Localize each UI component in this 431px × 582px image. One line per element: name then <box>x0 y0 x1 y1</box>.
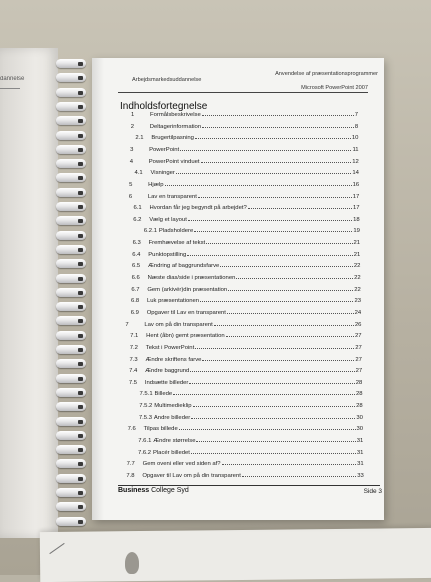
toc-entry-text: Multimedieklip <box>154 403 192 410</box>
toc-entry-page: 33 <box>357 473 364 479</box>
toc-entry-number: 7.7 <box>126 461 135 468</box>
toc-entry-number: 7.1 <box>130 333 139 340</box>
toc-entry-text: Vælg et layout <box>149 216 187 223</box>
toc-leader-dots <box>206 243 352 244</box>
spiral-binding <box>52 55 92 530</box>
toc-leader-dots <box>200 301 353 302</box>
toc-entry-text: Gem oveni eller ved siden af? <box>142 461 221 468</box>
binding-hole <box>78 420 83 424</box>
footer-org <box>118 487 189 494</box>
toc-entry <box>130 131 358 141</box>
toc-entry-page: 30 <box>356 414 363 421</box>
toc-leader-dots <box>226 336 354 337</box>
toc-leader-dots <box>191 418 355 419</box>
toc-entry-page: 7 <box>354 112 358 118</box>
toc-leader-dots <box>202 127 354 128</box>
binding-hole <box>78 277 83 281</box>
toc-entry-text: Tilpas billede <box>143 426 178 433</box>
header-right-line1: Anvendelse af præsentationsprogrammer <box>275 71 378 77</box>
toc-leader-dots <box>187 255 352 256</box>
binding-hole <box>78 62 83 66</box>
footer-org-bold: Business <box>118 487 150 494</box>
toc-entry-page: 17 <box>352 193 360 200</box>
toc-entry <box>129 178 359 188</box>
toc-entry-page: 28 <box>355 391 363 398</box>
bottom-dark-mark <box>125 552 139 574</box>
toc-entry-text: Hent (åbn) gemt præsentation <box>146 333 225 340</box>
toc-leader-dots <box>214 325 354 326</box>
toc-entry-text: Opgaver til Lav en transparent <box>146 309 226 316</box>
toc-entry-text: Luk præsentationen <box>147 298 200 305</box>
toc-entry <box>125 341 362 351</box>
binding-hole <box>78 134 83 138</box>
toc-entry-text: PowerPoint <box>149 146 180 153</box>
toc-entry-text: Visninger <box>150 170 175 177</box>
toc-entry-page: 19 <box>353 228 360 235</box>
toc-leader-dots <box>198 197 352 198</box>
toc-leader-dots <box>165 185 352 186</box>
toc-entry-number: 1 <box>131 112 135 118</box>
toc-entry <box>128 236 361 246</box>
toc-entry-page: 14 <box>352 170 359 177</box>
toc-entry-text: Formålsbeskrivelse <box>150 112 201 118</box>
toc-entry <box>122 434 363 444</box>
toc-entry <box>124 353 362 363</box>
toc-leader-dots <box>202 360 354 361</box>
toc-entry-text: Andre billeder <box>153 414 191 421</box>
header-left-text: Arbejdsmarkedsuddannelse <box>132 77 202 83</box>
binding-hole <box>78 262 83 266</box>
toc-entry-page: 22 <box>354 275 361 282</box>
toc-entry-page: 31 <box>356 449 364 456</box>
binding-hole <box>78 191 83 195</box>
binding-hole <box>78 377 83 381</box>
toc-entry-page: 23 <box>354 298 361 305</box>
toc-leader-dots <box>227 313 354 314</box>
binding-hole <box>78 520 83 524</box>
binding-hole <box>78 291 83 295</box>
toc-entry <box>131 108 358 118</box>
toc-leader-dots <box>189 383 354 384</box>
toc-entry <box>131 120 359 130</box>
toc-entry <box>124 376 363 386</box>
toc-entry-page: 21 <box>353 251 361 258</box>
toc-entry-page: 16 <box>352 181 360 188</box>
toc-entry-text: Ændre skriftens farve <box>145 356 202 363</box>
toc-entry-number: 6.5 <box>131 263 141 270</box>
toc-entry <box>124 387 363 397</box>
toc-entry-page: 24 <box>354 309 362 316</box>
binding-hole <box>78 334 83 338</box>
toc-leader-dots <box>242 476 356 477</box>
toc-leader-dots <box>228 290 353 291</box>
toc-title: Indholdsfortegnelse <box>120 101 208 112</box>
toc-entry-text: Punktopstilling <box>148 251 187 258</box>
toc-entry-number: 6.6 <box>131 275 140 282</box>
toc-entry-number: 6.9 <box>130 309 139 316</box>
toc-leader-dots <box>180 150 351 151</box>
toc-entry-text: Placér billedet <box>152 449 190 456</box>
toc-entry <box>129 166 359 176</box>
binding-hole <box>78 248 83 252</box>
toc-leader-dots <box>220 266 353 267</box>
binding-hole <box>78 448 83 452</box>
toc-entry-number: 6.8 <box>131 298 140 305</box>
toc-entry <box>130 143 359 153</box>
toc-entry-text: Opgaver til Lav om på din transparent <box>142 473 241 479</box>
toc-entry <box>124 364 362 374</box>
toc-entry <box>122 446 364 456</box>
left-page-heading: dannelse <box>0 76 25 82</box>
toc-entry <box>127 271 361 281</box>
toc-entry <box>127 248 360 258</box>
toc-entry <box>130 155 359 165</box>
binding-hole <box>78 105 83 109</box>
toc-leader-dots <box>179 429 356 430</box>
toc-entry-page: 22 <box>353 263 361 270</box>
binding-hole <box>78 162 83 166</box>
toc-entry-text: Ændre størrelse <box>153 438 196 445</box>
toc-entry-page: 26 <box>354 321 362 328</box>
toc-leader-dots <box>176 173 351 174</box>
binding-hole <box>78 91 83 95</box>
header-right-line2: Microsoft PowerPoint 2007 <box>301 85 368 91</box>
toc-entry <box>128 213 360 223</box>
toc-entry-number: 6.4 <box>132 251 141 258</box>
toc-entry <box>129 190 360 200</box>
binding-hole <box>78 305 83 309</box>
toc-leader-dots <box>193 406 356 407</box>
binding-hole <box>78 348 83 352</box>
toc-entry-page: 8 <box>354 123 359 130</box>
toc-entry-number: 7.2 <box>129 344 138 351</box>
toc-entry-page: 22 <box>354 286 361 293</box>
header-rule <box>118 92 368 93</box>
toc-entry-text: Fremhævelse af tekst <box>148 240 206 247</box>
toc-entry-number: 7.5 <box>128 379 138 386</box>
toc-entry-text: Næste dias/side i præsentationen <box>147 275 236 282</box>
toc-entry-number: 7.6.2 <box>137 449 152 456</box>
toc-entry-page: 28 <box>356 403 363 410</box>
toc-entry <box>127 259 361 269</box>
toc-entry-number: 7.6.1 <box>138 438 152 445</box>
toc-leader-dots <box>188 220 352 221</box>
toc-entry-page: 17 <box>352 205 360 212</box>
toc-entry <box>123 399 363 409</box>
toc-leader-dots <box>195 348 354 349</box>
toc-entry-text: Brugertilpasning <box>151 135 194 142</box>
toc-entry-number: 6 <box>128 193 133 200</box>
toc-entry-page: 11 <box>352 146 359 153</box>
toc-leader-dots <box>195 138 351 139</box>
toc-entry-number: 4.1 <box>134 170 143 177</box>
toc-entry-text: Lav om på din transparent <box>144 321 213 328</box>
toc-entry-number: 7.5.1 <box>139 391 153 398</box>
toc-leader-dots <box>194 231 352 232</box>
toc-entry <box>126 294 361 304</box>
toc-entry-page: 12 <box>352 158 359 165</box>
toc-entry-number: 7.6 <box>127 426 136 433</box>
binding-hole <box>78 234 83 238</box>
toc-entry-number: 6.1 <box>133 205 142 212</box>
binding-hole <box>78 76 83 80</box>
toc-entry-text: Deltagerinformation <box>149 123 202 130</box>
toc-entry-page: 27 <box>355 356 362 363</box>
toc-leader-dots <box>201 162 352 163</box>
toc-entry-text: PowerPoint vinduet <box>148 158 200 165</box>
footer-rule <box>118 485 380 486</box>
toc-leader-dots <box>248 208 352 209</box>
binding-hole <box>78 219 83 223</box>
binding-hole <box>78 319 83 323</box>
toc-entry <box>126 283 361 293</box>
binding-hole <box>78 176 83 180</box>
binding-hole <box>78 434 83 438</box>
toc-entry-page: 10 <box>351 135 359 142</box>
toc-leader-dots <box>202 115 354 116</box>
binding-hole <box>78 491 83 495</box>
toc-entry-number: 6.7 <box>131 286 140 293</box>
toc-entry-number: 7.5.3 <box>138 414 152 421</box>
toc-leader-dots <box>173 394 355 395</box>
footer-org-rest: College Syd <box>149 487 189 494</box>
binding-hole <box>78 362 83 366</box>
toc-entry <box>125 329 362 339</box>
toc-entry-page: 30 <box>356 426 364 433</box>
toc-entry-number: 7.4 <box>129 368 138 375</box>
toc-entry-page: 27 <box>355 333 362 340</box>
toc-entry-text: Lav en transparent <box>147 193 197 200</box>
toc-entry <box>122 457 364 467</box>
binding-hole <box>78 391 83 395</box>
binding-hole <box>78 119 83 123</box>
toc-entry-page: 27 <box>355 344 362 351</box>
toc-entry-page: 31 <box>356 438 364 445</box>
left-page <box>0 48 58 538</box>
toc-entry-number: 7.5.2 <box>139 403 153 410</box>
toc-entry-number: 6.2 <box>133 216 142 223</box>
footer-page-label: Side 3 <box>363 488 382 495</box>
toc-entry <box>125 318 361 328</box>
toc-entry <box>123 422 364 432</box>
binding-hole <box>78 477 83 481</box>
toc-entry <box>126 306 362 316</box>
page-shadow <box>92 58 104 520</box>
toc-entry <box>121 469 364 479</box>
toc-entry-number: 5 <box>129 181 133 188</box>
toc-entry-text: Billede <box>154 391 173 398</box>
toc-entry-text: Indsætte billeder <box>144 379 189 386</box>
toc-entry-page: 28 <box>355 379 363 386</box>
toc-leader-dots <box>236 278 353 279</box>
toc-entry-number: 7.8 <box>126 473 135 479</box>
toc-entry-number: 6.3 <box>132 240 141 247</box>
toc-entry-text: Tekst i PowerPoint <box>145 344 195 351</box>
toc-entry <box>129 201 360 211</box>
toc-entry-text: Gem (arkivér)din præsentation <box>147 286 228 293</box>
toc-entry <box>128 224 360 234</box>
left-page-rule <box>0 88 20 89</box>
toc-leader-dots <box>191 453 356 454</box>
toc-entry-number: 3 <box>130 146 134 153</box>
toc-entry-number: 4 <box>129 158 134 165</box>
toc-entry-page: 31 <box>357 461 364 468</box>
toc-entry-number: 2.1 <box>135 135 144 142</box>
toc-entry-number: 6.2.1 <box>143 228 157 235</box>
toc-entry-text: Ændre baggrund <box>145 368 190 375</box>
toc-entry-text: Hjælp <box>148 181 164 188</box>
toc-entry-number: 7 <box>125 321 129 328</box>
binding-hole <box>78 148 83 152</box>
toc-entry-text: Hvordan får jeg begyndt på arbejdet? <box>149 205 247 212</box>
binding-hole <box>78 505 83 509</box>
binding-hole <box>78 462 83 466</box>
toc-leader-dots <box>222 464 357 465</box>
toc-entry-page: 18 <box>353 216 360 223</box>
binding-hole <box>78 205 83 209</box>
toc-entry-text: Ændring af baggrundsfarve <box>147 263 220 270</box>
binding-hole <box>78 405 83 409</box>
toc-entry-text: Pladsholdere <box>158 228 194 235</box>
toc-entry <box>123 411 363 421</box>
toc-entry-page: 21 <box>353 240 361 247</box>
toc-leader-dots <box>190 371 354 372</box>
bottom-sheet <box>40 528 431 582</box>
toc-entry-number: 7.3 <box>129 356 138 363</box>
toc-entry-page: 27 <box>355 368 363 375</box>
toc-leader-dots <box>196 441 355 442</box>
toc-entry-number: 2 <box>130 123 134 130</box>
